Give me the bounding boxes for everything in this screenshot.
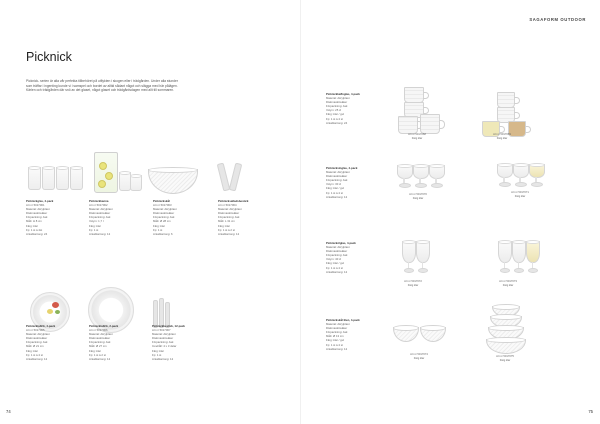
caption-small-bowl-yellow: Art nr 5017075 Färg klar bbox=[496, 355, 514, 362]
spec-mug: Picknickkaffeglas, 4-pack Material: Akrylplast Diskmaskinsäker Förpackning: Ask Volym: 25 cl Färg: klar / gul Fp: 1 st à 4 st Antal/kartong: 24 bbox=[326, 92, 374, 125]
brand-header: SAGAFORM OUTDOOR bbox=[529, 17, 586, 22]
page-number-left: 74 bbox=[6, 409, 11, 414]
spec-name: Picknickkaffeglas, 4-pack bbox=[326, 92, 360, 96]
spec-name: Picknicksalladsbestick bbox=[218, 199, 249, 203]
caption-small-bowl-clear: Art nr 5017074 Färg klar bbox=[410, 353, 428, 360]
caption-wine-clear: Art nr 5017070 Färg klar bbox=[409, 193, 427, 200]
spec-name: Picknickglas, 4-pack bbox=[26, 199, 54, 203]
caption-mug-clear: Art nr 5017068 Färg klar bbox=[408, 133, 426, 140]
caption-wine-yellow: Art nr 5017071 Färg klar bbox=[511, 191, 529, 198]
spec-beer: Picknickölglas, 4-pack Material: Akrylplast Diskmaskinsäker Förpackning: Ask Volym: 40 cl Färg: klar / gul Fp: 1 st à 4 st Antal/kartong: 12 bbox=[326, 241, 374, 274]
caption-beer-yellow: Art nr 5017073 Färg klar bbox=[499, 280, 517, 287]
caption-mug-yellow: Art nr 5017069 Färg klar bbox=[493, 133, 511, 140]
spec-bowl: Picknickskål Art nr 5017063 Material: Akrylplast Diskmaskinsäker Förpackning: Ask Mått: Ø 28 cm Färg: klar Fp: 1 st Antal/kartong: 6 bbox=[153, 199, 201, 236]
page-gutter bbox=[300, 0, 301, 424]
spec-large-plate: Picknicktallrik, 2-pack Art nr 5017066 Material: Akrylplast Diskmaskinsäker Förpackning: Ask Mått: Ø 27 cm Färg: klar Fp: 1 st à 2 st Antal/kartong: 12 bbox=[89, 324, 137, 361]
intro-text: Picknick- serien är alla vår perfekta tillbehöret på utflykten i skogen eller i trädgården. Under alla stunder som träffar i ingenting kunde vi i samspel och bordet av alltid sådant något och slägga med här pålägen. Kärlen och trädgården där snö av det glaset, något glaset och trädgårdsdagen med allt till sommaren. bbox=[26, 79, 178, 93]
bowl-product-image bbox=[148, 169, 198, 194]
spec-pitcher: Picknickkanna Art nr 5017062 Material: Akrylplast Diskmaskinsäker Förpackning: Ask Volym: 1,7 l Färg: klar Fp: 1 st Antal/kartong: 12 bbox=[89, 199, 137, 236]
spec-name: Picknicktallrik, 4-pack bbox=[26, 324, 56, 328]
spec-tumbler: Picknickglas, 4-pack Art nr 5017061 Material: Akrylplast Diskmaskinsäker Förpackning: Ask Mått: H 8 cm Färg: klar Fp: 1 st à 4st Antal/kartong: 24 bbox=[26, 199, 74, 236]
spec-name: Picknickskål liten, 4-pack bbox=[326, 318, 360, 322]
spec-name: Picknickbestick, 12-pack bbox=[152, 324, 185, 328]
spec-name: Picknicktallrik, 2-pack bbox=[89, 324, 119, 328]
spec-wine: Picknickvinglas, 4-pack Material: Akrylplast Diskmaskinsäker Förpackning: Ask Volym: 30 cl Färg: klar / gul Fp: 1 st à 4 st Antal/kartong: 12 bbox=[326, 166, 374, 199]
spec-cutlery: Picknickbestick, 12-pack Art nr 5017067 Material: Akrylplast Diskmaskinsäker Förpackning: Ask Innehåll: 4 x 3 delar Färg: klar Fp: 1 st Antal/kartong: 12 bbox=[152, 324, 200, 361]
page-title: Picknick bbox=[26, 50, 72, 64]
page-number-right: 75 bbox=[588, 409, 593, 414]
caption-beer-clear: Art nr 5017072 Färg klar bbox=[404, 280, 422, 287]
spec-name: Picknickvinglas, 4-pack bbox=[326, 166, 358, 170]
spec-salad-servers: Picknicksalladsbestick Art nr 5017064 Material: Akrylplast Diskmaskinsäker Förpackning: Ask Mått: L 31 cm Färg: klar Fp: 1 st à 2 st Antal/kartong: 12 bbox=[218, 199, 266, 236]
spec-name: Picknickkanna bbox=[89, 199, 109, 203]
spec-small-plate: Picknicktallrik, 4-pack Art nr 5017065 Material: Akrylplast Diskmaskinsäker Förpackning: Ask Mått: Ø 21 cm Färg: klar Fp: 1 st à 4 st Antal/kartong: 12 bbox=[26, 324, 74, 361]
spec-name: Picknickskål bbox=[153, 199, 170, 203]
spec-small-bowl: Picknickskål liten, 4-pack Material: Akrylplast Diskmaskinsäker Förpackning: Ask Mått: Ø 13 cm Färg: klar / gul Fp: 1 st à 4 st Antal/kartong: 12 bbox=[326, 318, 374, 351]
spec-name: Picknickölglas, 4-pack bbox=[326, 241, 356, 245]
